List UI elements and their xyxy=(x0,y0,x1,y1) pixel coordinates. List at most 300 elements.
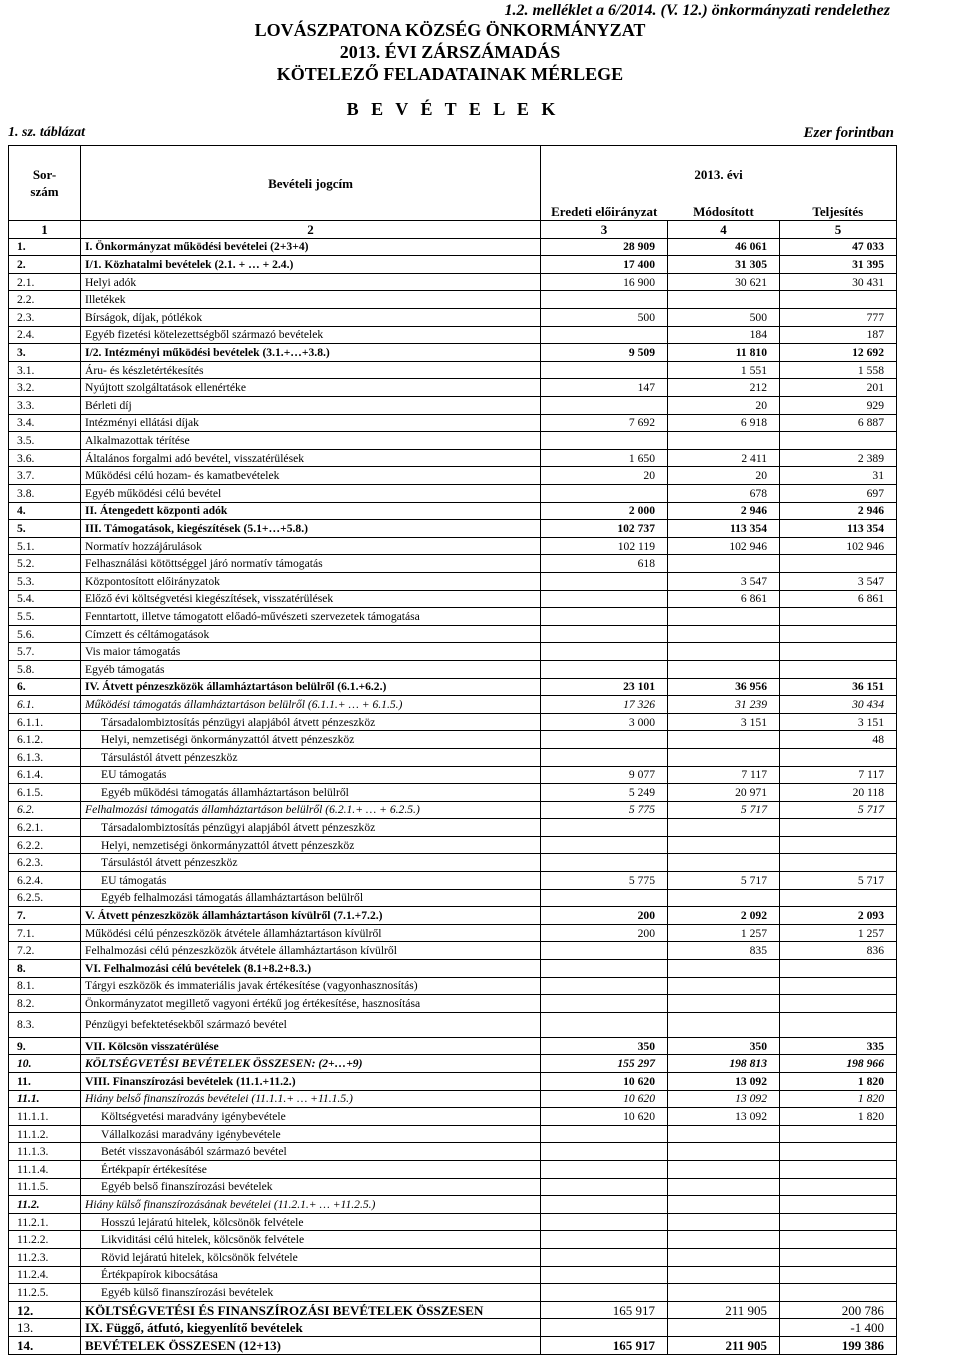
modified-value: 212 xyxy=(668,379,780,397)
actual-value xyxy=(780,1231,897,1249)
row-number: 9. xyxy=(9,1037,81,1055)
row-name: Egyéb belső finanszírozási bevételek xyxy=(81,1178,541,1196)
row-name: Bérleti díj xyxy=(81,397,541,415)
modified-value xyxy=(668,1143,780,1161)
row-number: 6.1.2. xyxy=(9,731,81,749)
actual-value xyxy=(780,995,897,1013)
row-name: BEVÉTELEK ÖSSZESEN (12+13) xyxy=(81,1336,541,1354)
modified-value xyxy=(668,748,780,766)
original-value xyxy=(541,1319,668,1337)
table-row xyxy=(9,1196,897,1214)
actual-value xyxy=(780,836,897,854)
row-number: 6.2.1. xyxy=(9,819,81,837)
table-row xyxy=(9,238,897,256)
actual-value xyxy=(780,1213,897,1231)
modified-value: 13 092 xyxy=(668,1090,780,1108)
header-row-number xyxy=(9,146,81,221)
original-value xyxy=(541,660,668,678)
actual-value: 12 692 xyxy=(780,344,897,362)
actual-value xyxy=(780,625,897,643)
table-row xyxy=(9,520,897,538)
actual-value xyxy=(780,960,897,978)
actual-value xyxy=(780,1143,897,1161)
header-year: 2013. évi xyxy=(541,146,897,204)
row-number: 7.2. xyxy=(9,942,81,960)
row-name: Társadalombiztosítás pénzügyi alapjából átvett pénzeszköz xyxy=(81,819,541,837)
original-value xyxy=(541,1012,668,1037)
modified-value xyxy=(668,977,780,995)
actual-value: 30 434 xyxy=(780,696,897,714)
actual-value xyxy=(780,1125,897,1143)
original-value: 5 249 xyxy=(541,784,668,802)
original-value xyxy=(541,1125,668,1143)
row-number: 11.1.5. xyxy=(9,1178,81,1196)
original-value: 500 xyxy=(541,309,668,327)
table-row xyxy=(9,1213,897,1231)
original-value xyxy=(541,960,668,978)
row-name: Hiány belső finanszírozás bevételei (11.1.1.+ … +11.1.5.) xyxy=(81,1090,541,1108)
unit-label: Ezer forintban xyxy=(803,125,894,141)
modified-value xyxy=(668,625,780,643)
row-number: 6.2. xyxy=(9,801,81,819)
row-name: Értékpapírok kibocsátása xyxy=(81,1266,541,1284)
row-number: 3.7. xyxy=(9,467,81,485)
title-line-2: 2013. ÉVI ZÁRSZÁMADÁS xyxy=(339,42,561,62)
original-value: 20 xyxy=(541,467,668,485)
modified-value xyxy=(668,1160,780,1178)
row-name: Likviditási célú hitelek, kölcsönök felvétele xyxy=(81,1231,541,1249)
original-value: 9 077 xyxy=(541,766,668,784)
table-row xyxy=(9,801,897,819)
table-row xyxy=(9,960,897,978)
original-value xyxy=(541,748,668,766)
actual-value: 199 386 xyxy=(780,1336,897,1354)
row-number: 2.2. xyxy=(9,291,81,309)
modified-value: 11 810 xyxy=(668,344,780,362)
actual-value: 6 887 xyxy=(780,414,897,432)
actual-value: 200 786 xyxy=(780,1301,897,1319)
actual-value: 48 xyxy=(780,731,897,749)
original-value: 7 692 xyxy=(541,414,668,432)
table-row xyxy=(9,397,897,415)
modified-value xyxy=(668,1319,780,1337)
modified-value: 198 813 xyxy=(668,1055,780,1073)
row-number: 12. xyxy=(9,1301,81,1319)
modified-value xyxy=(668,1125,780,1143)
row-name: Központosított előirányzatok xyxy=(81,572,541,590)
original-value: 102 737 xyxy=(541,520,668,538)
row-name: Tárgyi eszközök és immateriális javak értékesítése (vagyonhasznosítás) xyxy=(81,977,541,995)
modified-value xyxy=(668,555,780,573)
table-row xyxy=(9,643,897,661)
actual-value xyxy=(780,432,897,450)
original-value xyxy=(541,1196,668,1214)
modified-value xyxy=(668,643,780,661)
row-number: 5.3. xyxy=(9,572,81,590)
modified-value xyxy=(668,731,780,749)
original-value: 200 xyxy=(541,907,668,925)
header-row-number-text: Sor- szám xyxy=(30,167,59,200)
original-value: 28 909 xyxy=(541,238,668,256)
table-row xyxy=(9,1231,897,1249)
modified-value xyxy=(668,660,780,678)
actual-value: 1 257 xyxy=(780,924,897,942)
original-value: 200 xyxy=(541,924,668,942)
original-value: 17 400 xyxy=(541,256,668,274)
original-value xyxy=(541,731,668,749)
modified-value xyxy=(668,1178,780,1196)
title-line-3: KÖTELEZŐ FELADATAINAK MÉRLEGE xyxy=(276,64,624,84)
row-name: Egyéb felhalmozási támogatás államháztartáson belülről xyxy=(81,889,541,907)
table-row xyxy=(9,1160,897,1178)
modified-value: 3 547 xyxy=(668,572,780,590)
modified-value: 6 918 xyxy=(668,414,780,432)
row-number: 8.2. xyxy=(9,995,81,1013)
actual-value: 3 547 xyxy=(780,572,897,590)
modified-value xyxy=(668,960,780,978)
modified-value xyxy=(668,889,780,907)
actual-value: 31 395 xyxy=(780,256,897,274)
table-row xyxy=(9,713,897,731)
actual-value: 3 151 xyxy=(780,713,897,731)
actual-value: 201 xyxy=(780,379,897,397)
original-value xyxy=(541,889,668,907)
original-value xyxy=(541,1143,668,1161)
row-name: Vis maior támogatás xyxy=(81,643,541,661)
original-value: 9 509 xyxy=(541,344,668,362)
row-number: 2. xyxy=(9,256,81,274)
table-row xyxy=(9,731,897,749)
row-name: Illetékek xyxy=(81,291,541,309)
original-value: 618 xyxy=(541,555,668,573)
modified-value: 184 xyxy=(668,326,780,344)
row-name: VI. Felhalmozási célú bevételek (8.1+8.2+8.3.) xyxy=(81,960,541,978)
row-number: 6.2.2. xyxy=(9,836,81,854)
modified-value: 1 257 xyxy=(668,924,780,942)
row-number: 11.2. xyxy=(9,1196,81,1214)
modified-value: 20 971 xyxy=(668,784,780,802)
actual-value: 335 xyxy=(780,1037,897,1055)
table-row xyxy=(9,784,897,802)
original-value xyxy=(541,1160,668,1178)
actual-value: 1 820 xyxy=(780,1090,897,1108)
idx-5: 5 xyxy=(780,221,897,239)
original-value: 147 xyxy=(541,379,668,397)
row-name: Helyi adók xyxy=(81,273,541,291)
original-value xyxy=(541,397,668,415)
original-value: 1 650 xyxy=(541,449,668,467)
row-number: 3.8. xyxy=(9,485,81,503)
modified-value xyxy=(668,432,780,450)
row-number: 10. xyxy=(9,1055,81,1073)
original-value xyxy=(541,590,668,608)
modified-value: 20 xyxy=(668,467,780,485)
modified-value xyxy=(668,1284,780,1302)
actual-value xyxy=(780,1196,897,1214)
original-value xyxy=(541,1284,668,1302)
modified-value: 835 xyxy=(668,942,780,960)
table-row xyxy=(9,256,897,274)
table-number: 1. sz. táblázat xyxy=(8,125,86,140)
actual-value: 2 389 xyxy=(780,449,897,467)
modified-value: 36 956 xyxy=(668,678,780,696)
row-name: Társadalombiztosítás pénzügyi alapjából átvett pénzeszköz xyxy=(81,713,541,731)
row-number: 13. xyxy=(9,1319,81,1337)
actual-value: 2 946 xyxy=(780,502,897,520)
row-number: 6.1.1. xyxy=(9,713,81,731)
actual-value: 31 xyxy=(780,467,897,485)
row-name: Felhalmozási támogatás államháztartáson belülről (6.2.1.+ … + 6.2.5.) xyxy=(81,801,541,819)
row-name: Alkalmazottak térítése xyxy=(81,432,541,450)
modified-value: 678 xyxy=(668,485,780,503)
modified-value: 31 305 xyxy=(668,256,780,274)
modified-value: 13 092 xyxy=(668,1073,780,1091)
original-value: 23 101 xyxy=(541,678,668,696)
modified-value xyxy=(668,819,780,837)
row-number: 6.1.4. xyxy=(9,766,81,784)
original-value xyxy=(541,625,668,643)
table-row xyxy=(9,995,897,1013)
row-number: 8. xyxy=(9,960,81,978)
row-number: 6.2.5. xyxy=(9,889,81,907)
modified-value xyxy=(668,1266,780,1284)
actual-value: 5 717 xyxy=(780,872,897,890)
table-row xyxy=(9,1248,897,1266)
row-name: Címzett és céltámogatások xyxy=(81,625,541,643)
modified-value: 20 xyxy=(668,397,780,415)
table-row xyxy=(9,1108,897,1126)
row-number: 8.3. xyxy=(9,1012,81,1037)
row-name: Normatív hozzájárulások xyxy=(81,537,541,555)
row-number: 11.2.2. xyxy=(9,1231,81,1249)
row-name: V. Átvett pénzeszközök államháztartáson kívülről (7.1.+7.2.) xyxy=(81,907,541,925)
table-row xyxy=(9,1178,897,1196)
row-number: 11.1.4. xyxy=(9,1160,81,1178)
row-name: Felhasználási kötöttséggel járó normatív támogatás xyxy=(81,555,541,573)
row-name: II. Átengedett központi adók xyxy=(81,502,541,520)
table-row xyxy=(9,273,897,291)
modified-value: 1 551 xyxy=(668,361,780,379)
idx-1: 1 xyxy=(9,221,81,239)
original-value xyxy=(541,326,668,344)
idx-4: 4 xyxy=(668,221,780,239)
table-row xyxy=(9,590,897,608)
modified-value: 6 861 xyxy=(668,590,780,608)
row-name: Rövid lejáratú hitelek, kölcsönök felvétele xyxy=(81,1248,541,1266)
row-number: 3.6. xyxy=(9,449,81,467)
actual-value: -1 400 xyxy=(780,1319,897,1337)
actual-value xyxy=(780,854,897,872)
row-name: Bírságok, díjak, pótlékok xyxy=(81,309,541,327)
modified-value: 7 117 xyxy=(668,766,780,784)
original-value xyxy=(541,977,668,995)
table-row xyxy=(9,1284,897,1302)
actual-value: 198 966 xyxy=(780,1055,897,1073)
header-modified: Módosított xyxy=(668,204,780,221)
actual-value: 5 717 xyxy=(780,801,897,819)
row-number: 11.1. xyxy=(9,1090,81,1108)
original-value xyxy=(541,836,668,854)
row-name: Működési támogatás államháztartáson belülről (6.1.1.+ … + 6.1.5.) xyxy=(81,696,541,714)
section-title: B E V É T E L E K xyxy=(346,99,560,119)
row-name: Hosszú lejáratú hitelek, kölcsönök felvétele xyxy=(81,1213,541,1231)
table-row xyxy=(9,696,897,714)
original-value xyxy=(541,995,668,1013)
table-row xyxy=(9,361,897,379)
row-name: EU támogatás xyxy=(81,766,541,784)
actual-value xyxy=(780,608,897,626)
actual-value xyxy=(780,1160,897,1178)
actual-value xyxy=(780,643,897,661)
row-name: I/1. Közhatalmi bevételek (2.1. + … + 2.4.) xyxy=(81,256,541,274)
row-number: 6.1.5. xyxy=(9,784,81,802)
original-value xyxy=(541,485,668,503)
modified-value: 2 946 xyxy=(668,502,780,520)
table-row xyxy=(9,1037,897,1055)
actual-value: 929 xyxy=(780,397,897,415)
table-row xyxy=(9,1266,897,1284)
original-value: 16 900 xyxy=(541,273,668,291)
row-number: 5.5. xyxy=(9,608,81,626)
modified-value xyxy=(668,1231,780,1249)
row-name: Intézményi ellátási díjak xyxy=(81,414,541,432)
actual-value: 113 354 xyxy=(780,520,897,538)
table-row xyxy=(9,379,897,397)
actual-value xyxy=(780,819,897,837)
table-row xyxy=(9,872,897,890)
row-number: 8.1. xyxy=(9,977,81,995)
modified-value: 30 621 xyxy=(668,273,780,291)
table-row xyxy=(9,467,897,485)
row-name: Általános forgalmi adó bevétel, visszatérülések xyxy=(81,449,541,467)
table-row xyxy=(9,572,897,590)
actual-value: 36 151 xyxy=(780,678,897,696)
header-actual: Teljesítés xyxy=(780,204,897,221)
modified-value: 211 905 xyxy=(668,1301,780,1319)
modified-value: 5 717 xyxy=(668,872,780,890)
row-number: 11. xyxy=(9,1073,81,1091)
row-number: 3.2. xyxy=(9,379,81,397)
row-number: 11.1.1. xyxy=(9,1108,81,1126)
modified-value xyxy=(668,1248,780,1266)
original-value: 2 000 xyxy=(541,502,668,520)
actual-value xyxy=(780,977,897,995)
row-name: Értékpapír értékesítése xyxy=(81,1160,541,1178)
table-row xyxy=(9,309,897,327)
modified-value: 500 xyxy=(668,309,780,327)
original-value: 5 775 xyxy=(541,801,668,819)
original-value xyxy=(541,1213,668,1231)
table-row xyxy=(9,836,897,854)
row-number: 6. xyxy=(9,678,81,696)
row-name: IX. Függő, átfutó, kiegyenlítő bevételek xyxy=(81,1319,541,1337)
table-row xyxy=(9,977,897,995)
original-value: 165 917 xyxy=(541,1301,668,1319)
row-name: Költségvetési maradvány igénybevétele xyxy=(81,1108,541,1126)
row-number: 7.1. xyxy=(9,924,81,942)
row-number: 5. xyxy=(9,520,81,538)
revenue-table xyxy=(8,145,897,1355)
table-row xyxy=(9,485,897,503)
original-value xyxy=(541,1266,668,1284)
table-row xyxy=(9,1319,897,1337)
row-name: Egyéb fizetési kötelezettségből származó bevételek xyxy=(81,326,541,344)
table-row xyxy=(9,678,897,696)
row-number: 11.2.3. xyxy=(9,1248,81,1266)
table-row xyxy=(9,1301,897,1319)
actual-value: 777 xyxy=(780,309,897,327)
original-value xyxy=(541,1248,668,1266)
modified-value xyxy=(668,1196,780,1214)
modified-value xyxy=(668,836,780,854)
modified-value: 5 717 xyxy=(668,801,780,819)
modified-value xyxy=(668,854,780,872)
row-name: Hiány külső finanszírozásának bevételei (11.2.1.+ … +11.2.5.) xyxy=(81,1196,541,1214)
original-value xyxy=(541,608,668,626)
actual-value xyxy=(780,889,897,907)
original-value xyxy=(541,361,668,379)
row-name: Egyéb támogatás xyxy=(81,660,541,678)
table-row xyxy=(9,819,897,837)
table-row xyxy=(9,291,897,309)
original-value xyxy=(541,572,668,590)
row-number: 6.2.4. xyxy=(9,872,81,890)
actual-value xyxy=(780,748,897,766)
original-value xyxy=(541,1178,668,1196)
modified-value: 211 905 xyxy=(668,1336,780,1354)
annex-reference: 1.2. melléklet a 6/2014. (V. 12.) önkormányzati rendelethez xyxy=(504,2,890,19)
modified-value: 46 061 xyxy=(668,238,780,256)
original-value: 350 xyxy=(541,1037,668,1055)
original-value xyxy=(541,819,668,837)
table-row xyxy=(9,766,897,784)
table-row xyxy=(9,537,897,555)
actual-value: 1 820 xyxy=(780,1108,897,1126)
row-name: Betét visszavonásából származó bevétel xyxy=(81,1143,541,1161)
table-row xyxy=(9,1125,897,1143)
row-name: I. Önkormányzat működési bevételei (2+3+4) xyxy=(81,238,541,256)
row-name: Társulástól átvett pénzeszköz xyxy=(81,854,541,872)
row-name: Nyújtott szolgáltatások ellenértéke xyxy=(81,379,541,397)
row-number: 5.8. xyxy=(9,660,81,678)
actual-value: 1 558 xyxy=(780,361,897,379)
idx-3: 3 xyxy=(541,221,668,239)
modified-value: 350 xyxy=(668,1037,780,1055)
row-number: 3.4. xyxy=(9,414,81,432)
row-number: 4. xyxy=(9,502,81,520)
actual-value: 20 118 xyxy=(780,784,897,802)
row-number: 3.5. xyxy=(9,432,81,450)
table-row xyxy=(9,748,897,766)
table-row xyxy=(9,907,897,925)
row-name: Társulástól átvett pénzeszköz xyxy=(81,748,541,766)
table-row xyxy=(9,1336,897,1354)
original-value xyxy=(541,291,668,309)
modified-value: 113 354 xyxy=(668,520,780,538)
table-row xyxy=(9,889,897,907)
row-name: I/2. Intézményi működési bevételek (3.1.+…+3.8.) xyxy=(81,344,541,362)
original-value xyxy=(541,942,668,960)
actual-value xyxy=(780,1266,897,1284)
row-number: 5.4. xyxy=(9,590,81,608)
modified-value: 3 151 xyxy=(668,713,780,731)
table-row xyxy=(9,432,897,450)
row-name: Egyéb működési célú bevétel xyxy=(81,485,541,503)
actual-value xyxy=(780,291,897,309)
row-number: 6.2.3. xyxy=(9,854,81,872)
row-name: EU támogatás xyxy=(81,872,541,890)
actual-value: 1 820 xyxy=(780,1073,897,1091)
